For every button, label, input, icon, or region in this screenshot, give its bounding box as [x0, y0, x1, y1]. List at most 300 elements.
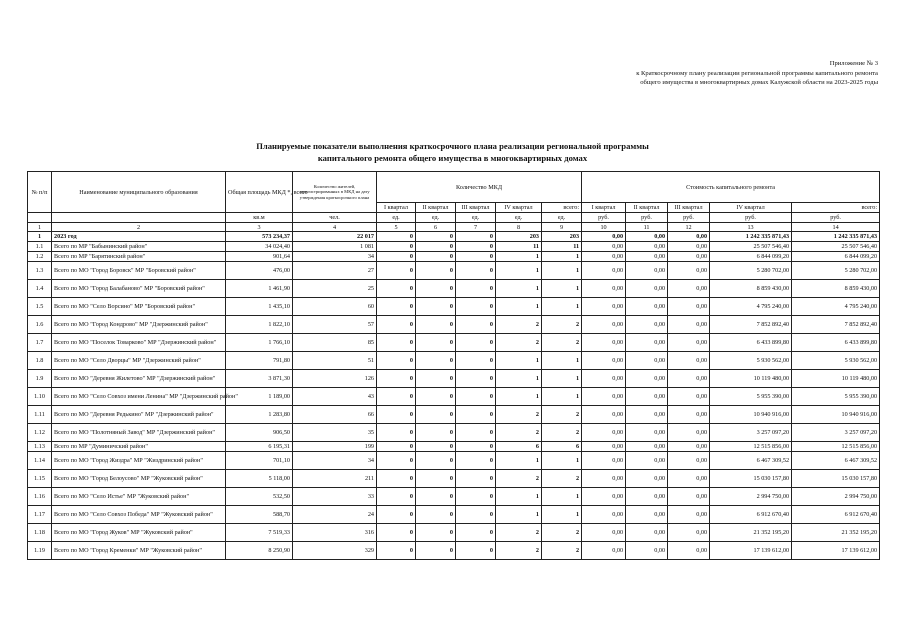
col-number: 5 — [377, 223, 416, 232]
row-cost-total: 3 257 097,20 — [792, 424, 880, 442]
row-cost-q2: 0,00 — [626, 262, 668, 280]
row-cost-total: 6 467 309,52 — [792, 452, 880, 470]
row-count-q1: 0 — [377, 298, 416, 316]
row-count-q3: 0 — [456, 406, 496, 424]
row-count-q4: 1 — [496, 452, 542, 470]
row-cost-q2: 0,00 — [626, 334, 668, 352]
row-count-q1: 0 — [377, 452, 416, 470]
row-count-q1: 0 — [377, 542, 416, 560]
header-cost-group: Стоимость капитального ремонта — [582, 172, 880, 203]
row-cost-total: 5 280 702,00 — [792, 262, 880, 280]
row-count-q2: 0 — [416, 252, 456, 262]
row-cost-total: 2 994 750,00 — [792, 488, 880, 506]
row-cost-q4: 10 119 480,00 — [710, 370, 792, 388]
row-cost-q4: 7 852 892,40 — [710, 316, 792, 334]
row-cost-q2: 0,00 — [626, 470, 668, 488]
header-count-total: всего: — [542, 203, 582, 213]
row-residents: 27 — [293, 262, 377, 280]
col-number: 6 — [416, 223, 456, 232]
row-cost-q3: 0,00 — [668, 370, 710, 388]
row-count-total: 2 — [542, 524, 582, 542]
row-count-q4: 2 — [496, 524, 542, 542]
unit-cost: руб. — [582, 213, 626, 223]
row-name: Всего по МО "Поселок Товарково" МР "Дзержинский район" — [52, 334, 226, 352]
row-cost-total: 5 930 562,00 — [792, 352, 880, 370]
row-count-q3: 0 — [456, 334, 496, 352]
header-cost-total: всего: — [792, 203, 880, 213]
row-cost-q3: 0,00 — [668, 470, 710, 488]
row-count-q2: 0 — [416, 424, 456, 442]
row-name: Всего по МР "Думиничский район" — [52, 442, 226, 452]
row-name: Всего по МО "Город Кременки" МР "Жуковский район" — [52, 542, 226, 560]
row-residents: 199 — [293, 442, 377, 452]
row-residents: 60 — [293, 298, 377, 316]
row-count-q1: 0 — [377, 242, 416, 252]
row-cost-q2: 0,00 — [626, 506, 668, 524]
row-cost-q2: 0,00 — [626, 298, 668, 316]
row-name: Всего по МО "Полотняный Завод" МР "Дзержинский район" — [52, 424, 226, 442]
row-count-q3: 0 — [456, 232, 496, 242]
header-name: Наименование муниципального образования — [52, 172, 226, 213]
header-num: № п/п — [28, 172, 52, 213]
row-area: 532,50 — [226, 488, 293, 506]
row-count-q2: 0 — [416, 470, 456, 488]
row-number: 1.2 — [28, 252, 52, 262]
table-row — [28, 262, 880, 280]
row-count-q4: 2 — [496, 424, 542, 442]
table-row — [28, 298, 880, 316]
row-residents: 25 — [293, 280, 377, 298]
header-area: Общая площадь МКД *, всего — [226, 172, 293, 213]
row-area: 1 461,90 — [226, 280, 293, 298]
row-count-q1: 0 — [377, 232, 416, 242]
table-row — [28, 542, 880, 560]
row-count-q4: 1 — [496, 370, 542, 388]
row-cost-q4: 2 994 750,00 — [710, 488, 792, 506]
row-cost-q2: 0,00 — [626, 488, 668, 506]
row-count-q3: 0 — [456, 352, 496, 370]
table-row — [28, 316, 880, 334]
row-cost-q4: 8 859 430,00 — [710, 280, 792, 298]
row-count-q4: 2 — [496, 316, 542, 334]
row-cost-q3: 0,00 — [668, 542, 710, 560]
row-number: 1.18 — [28, 524, 52, 542]
row-name: Всего по МО "Село Совхоз имени Ленина" МР "Дзержинский район" — [52, 388, 226, 406]
row-number: 1.13 — [28, 442, 52, 452]
row-residents: 126 — [293, 370, 377, 388]
row-count-q3: 0 — [456, 316, 496, 334]
row-cost-q4: 4 795 240,00 — [710, 298, 792, 316]
row-cost-q1: 0,00 — [582, 252, 626, 262]
row-number: 1.7 — [28, 334, 52, 352]
row-cost-total: 21 352 195,20 — [792, 524, 880, 542]
col-number: 14 — [792, 223, 880, 232]
col-number: 11 — [626, 223, 668, 232]
row-residents: 211 — [293, 470, 377, 488]
row-cost-q1: 0,00 — [582, 262, 626, 280]
row-count-q3: 0 — [456, 370, 496, 388]
row-cost-q4: 5 955 390,00 — [710, 388, 792, 406]
row-name: Всего по МО "Деревня Редькино" МР "Дзержинский район" — [52, 406, 226, 424]
appendix-line-3: общего имущества в многоквартирных домах Калужской области на 2023-2025 годы — [640, 79, 878, 87]
row-cost-q3: 0,00 — [668, 280, 710, 298]
row-number: 1.6 — [28, 316, 52, 334]
row-cost-q1: 0,00 — [582, 452, 626, 470]
row-count-q3: 0 — [456, 488, 496, 506]
table-row — [28, 370, 880, 388]
col-number: 8 — [496, 223, 542, 232]
row-residents: 316 — [293, 524, 377, 542]
row-area: 906,50 — [226, 424, 293, 442]
row-count-q2: 0 — [416, 232, 456, 242]
appendix-line-2: к Краткосрочному плану реализации региональной программы капитального ремонта — [636, 69, 878, 77]
row-count-total: 1 — [542, 262, 582, 280]
row-count-q2: 0 — [416, 506, 456, 524]
row-cost-q4: 5 280 702,00 — [710, 262, 792, 280]
row-name: Всего по МР "Барятинский район" — [52, 252, 226, 262]
row-count-q4: 2 — [496, 406, 542, 424]
row-cost-q4: 6 467 309,52 — [710, 452, 792, 470]
row-count-q3: 0 — [456, 452, 496, 470]
row-count-q1: 0 — [377, 252, 416, 262]
row-area: 476,00 — [226, 262, 293, 280]
col-number: 13 — [710, 223, 792, 232]
row-cost-q4: 17 139 612,00 — [710, 542, 792, 560]
row-cost-q4: 25 507 546,40 — [710, 242, 792, 252]
row-count-q1: 0 — [377, 352, 416, 370]
row-count-q4: 2 — [496, 542, 542, 560]
row-cost-total: 15 030 157,80 — [792, 470, 880, 488]
row-cost-q2: 0,00 — [626, 252, 668, 262]
row-residents: 57 — [293, 316, 377, 334]
row-count-q2: 0 — [416, 524, 456, 542]
row-count-q2: 0 — [416, 280, 456, 298]
row-cost-q1: 0,00 — [582, 506, 626, 524]
row-count-q2: 0 — [416, 452, 456, 470]
col-number: 12 — [668, 223, 710, 232]
row-residents: 66 — [293, 406, 377, 424]
row-residents: 43 — [293, 388, 377, 406]
row-cost-q1: 0,00 — [582, 242, 626, 252]
row-count-q2: 0 — [416, 388, 456, 406]
row-count-total: 1 — [542, 452, 582, 470]
row-cost-q1: 0,00 — [582, 298, 626, 316]
row-cost-q2: 0,00 — [626, 452, 668, 470]
unit-count: ед. — [416, 213, 456, 223]
row-count-q1: 0 — [377, 424, 416, 442]
row-cost-q3: 0,00 — [668, 452, 710, 470]
row-count-q3: 0 — [456, 242, 496, 252]
row-area: 701,10 — [226, 452, 293, 470]
row-count-q2: 0 — [416, 370, 456, 388]
row-count-q1: 0 — [377, 280, 416, 298]
row-cost-q1: 0,00 — [582, 406, 626, 424]
row-count-q1: 0 — [377, 524, 416, 542]
row-cost-q3: 0,00 — [668, 262, 710, 280]
row-cost-q3: 0,00 — [668, 406, 710, 424]
row-residents: 33 — [293, 488, 377, 506]
row-count-q4: 1 — [496, 280, 542, 298]
header-cost-q3: III квартал — [668, 203, 710, 213]
row-cost-q1: 0,00 — [582, 232, 626, 242]
units-row — [28, 213, 880, 223]
row-cost-q1: 0,00 — [582, 316, 626, 334]
row-count-q2: 0 — [416, 406, 456, 424]
row-number: 1.4 — [28, 280, 52, 298]
row-count-q2: 0 — [416, 352, 456, 370]
header-count-q1: I квартал — [377, 203, 416, 213]
row-count-total: 1 — [542, 252, 582, 262]
row-count-total: 2 — [542, 542, 582, 560]
row-area: 6 195,31 — [226, 442, 293, 452]
row-area: 8 250,90 — [226, 542, 293, 560]
unit-empty-2 — [52, 213, 226, 223]
row-cost-q2: 0,00 — [626, 524, 668, 542]
row-count-total: 203 — [542, 232, 582, 242]
appendix-number: Приложение № 3 — [829, 60, 878, 67]
row-count-q3: 0 — [456, 470, 496, 488]
unit-cost: руб. — [668, 213, 710, 223]
row-area: 588,70 — [226, 506, 293, 524]
row-cost-q3: 0,00 — [668, 298, 710, 316]
row-cost-q2: 0,00 — [626, 542, 668, 560]
table-row — [28, 334, 880, 352]
row-name: Всего по МО "Село Совхоз Победа" МР "Жуковский район" — [52, 506, 226, 524]
table-row — [28, 280, 880, 298]
row-residents: 34 — [293, 252, 377, 262]
row-area: 7 519,33 — [226, 524, 293, 542]
appendix-note — [438, 59, 878, 88]
row-count-total: 1 — [542, 388, 582, 406]
row-cost-q3: 0,00 — [668, 506, 710, 524]
row-count-q2: 0 — [416, 488, 456, 506]
row-count-q2: 0 — [416, 242, 456, 252]
row-cost-q4: 10 940 916,00 — [710, 406, 792, 424]
header-cost-q4: IV квартал — [710, 203, 792, 213]
row-area: 1 189,00 — [226, 388, 293, 406]
row-number: 1 — [28, 232, 52, 242]
table-row — [28, 442, 880, 452]
row-number: 1.10 — [28, 388, 52, 406]
row-count-total: 2 — [542, 470, 582, 488]
title-line-2: капитального ремонта общего имущества в многоквартирных домах — [317, 153, 588, 163]
row-number: 1.3 — [28, 262, 52, 280]
table-body — [28, 232, 880, 560]
row-cost-q1: 0,00 — [582, 280, 626, 298]
row-cost-q4: 5 930 562,00 — [710, 352, 792, 370]
row-name: Всего по МО "Город Балабаново" МР "Боровский район" — [52, 280, 226, 298]
col-number: 3 — [226, 223, 293, 232]
row-number: 1.14 — [28, 452, 52, 470]
row-area: 5 118,00 — [226, 470, 293, 488]
row-residents: 34 — [293, 452, 377, 470]
row-count-q3: 0 — [456, 388, 496, 406]
row-number: 1.19 — [28, 542, 52, 560]
row-count-q4: 1 — [496, 488, 542, 506]
row-cost-q3: 0,00 — [668, 352, 710, 370]
row-count-q1: 0 — [377, 262, 416, 280]
header-residents: Количество жителей, зарегистрированных в МКД на дату утверждения краткосрочного плана — [293, 172, 377, 213]
row-name: Всего по МО "Село Ворсино" МР "Боровский район" — [52, 298, 226, 316]
row-residents: 1 081 — [293, 242, 377, 252]
row-cost-q1: 0,00 — [582, 334, 626, 352]
row-cost-q1: 0,00 — [582, 542, 626, 560]
header-row-main — [28, 172, 880, 203]
unit-cost: руб. — [710, 213, 792, 223]
row-count-q3: 0 — [456, 280, 496, 298]
row-count-total: 2 — [542, 424, 582, 442]
table-row — [28, 488, 880, 506]
row-count-total: 1 — [542, 280, 582, 298]
row-cost-q3: 0,00 — [668, 442, 710, 452]
row-cost-total: 25 507 546,40 — [792, 242, 880, 252]
document-title — [110, 140, 795, 164]
table-row — [28, 252, 880, 262]
row-cost-q3: 0,00 — [668, 242, 710, 252]
unit-count: ед. — [377, 213, 416, 223]
col-number: 1 — [28, 223, 52, 232]
row-cost-q3: 0,00 — [668, 488, 710, 506]
row-cost-q1: 0,00 — [582, 388, 626, 406]
row-area: 34 024,40 — [226, 242, 293, 252]
row-area: 3 871,30 — [226, 370, 293, 388]
row-cost-q3: 0,00 — [668, 334, 710, 352]
row-cost-q4: 15 030 157,80 — [710, 470, 792, 488]
row-count-q4: 1 — [496, 252, 542, 262]
row-cost-q2: 0,00 — [626, 352, 668, 370]
unit-residents: чел. — [293, 213, 377, 223]
row-count-q2: 0 — [416, 262, 456, 280]
unit-empty-1 — [28, 213, 52, 223]
row-cost-total: 1 242 335 871,43 — [792, 232, 880, 242]
row-cost-q4: 1 242 335 871,43 — [710, 232, 792, 242]
row-cost-q2: 0,00 — [626, 442, 668, 452]
row-area: 901,64 — [226, 252, 293, 262]
row-cost-q4: 21 352 195,20 — [710, 524, 792, 542]
row-name: Всего по МО "Город Жуков" МР "Жуковский район" — [52, 524, 226, 542]
row-count-q3: 0 — [456, 542, 496, 560]
unit-area: кв.м — [226, 213, 293, 223]
row-name: Всего по МО "Село Истье" МР "Жуковский район" — [52, 488, 226, 506]
indicators-table — [27, 171, 880, 560]
row-number: 1.17 — [28, 506, 52, 524]
header-count-group: Количество МКД — [377, 172, 582, 203]
row-cost-total: 8 859 430,00 — [792, 280, 880, 298]
row-cost-total: 6 433 899,80 — [792, 334, 880, 352]
table-row — [28, 424, 880, 442]
row-count-q4: 1 — [496, 352, 542, 370]
row-area: 1 283,80 — [226, 406, 293, 424]
row-cost-q2: 0,00 — [626, 370, 668, 388]
row-number: 1.12 — [28, 424, 52, 442]
table-row — [28, 406, 880, 424]
row-cost-q3: 0,00 — [668, 524, 710, 542]
row-cost-total: 7 852 892,40 — [792, 316, 880, 334]
row-cost-q4: 6 844 099,20 — [710, 252, 792, 262]
row-count-q1: 0 — [377, 370, 416, 388]
row-residents: 85 — [293, 334, 377, 352]
row-count-q3: 0 — [456, 252, 496, 262]
row-cost-total: 10 119 480,00 — [792, 370, 880, 388]
row-residents: 22 017 — [293, 232, 377, 242]
row-area: 573 234,37 — [226, 232, 293, 242]
row-count-q3: 0 — [456, 424, 496, 442]
table-row — [28, 506, 880, 524]
row-count-q4: 11 — [496, 242, 542, 252]
row-count-q1: 0 — [377, 470, 416, 488]
row-residents: 35 — [293, 424, 377, 442]
table-row — [28, 388, 880, 406]
row-count-q2: 0 — [416, 542, 456, 560]
row-number: 1.8 — [28, 352, 52, 370]
row-count-q3: 0 — [456, 506, 496, 524]
row-count-total: 1 — [542, 370, 582, 388]
table-row — [28, 470, 880, 488]
row-count-total: 2 — [542, 406, 582, 424]
row-count-q1: 0 — [377, 442, 416, 452]
row-cost-q4: 12 515 856,00 — [710, 442, 792, 452]
row-cost-q2: 0,00 — [626, 316, 668, 334]
row-count-q1: 0 — [377, 388, 416, 406]
row-area: 1 822,10 — [226, 316, 293, 334]
row-cost-q3: 0,00 — [668, 388, 710, 406]
row-cost-q1: 0,00 — [582, 524, 626, 542]
row-count-q4: 1 — [496, 262, 542, 280]
col-number: 9 — [542, 223, 582, 232]
row-cost-q2: 0,00 — [626, 242, 668, 252]
table-row — [28, 242, 880, 252]
row-name: Всего по МО "Город Кондрово" МР "Дзержинский район" — [52, 316, 226, 334]
row-name: Всего по МО "Город Боровск" МР "Боровский район" — [52, 262, 226, 280]
header-count-q4: IV квартал — [496, 203, 542, 213]
row-cost-total: 12 515 856,00 — [792, 442, 880, 452]
row-count-q3: 0 — [456, 298, 496, 316]
row-count-q1: 0 — [377, 334, 416, 352]
row-count-q3: 0 — [456, 524, 496, 542]
row-count-total: 1 — [542, 352, 582, 370]
unit-count: ед. — [542, 213, 582, 223]
row-count-total: 6 — [542, 442, 582, 452]
column-numbers-row — [28, 223, 880, 232]
row-number: 1.16 — [28, 488, 52, 506]
row-count-q4: 1 — [496, 298, 542, 316]
row-count-q2: 0 — [416, 334, 456, 352]
row-count-q2: 0 — [416, 316, 456, 334]
header-cost-q1: I квартал — [582, 203, 626, 213]
row-cost-total: 4 795 240,00 — [792, 298, 880, 316]
unit-cost: руб. — [626, 213, 668, 223]
row-cost-q4: 6 433 899,80 — [710, 334, 792, 352]
row-count-total: 2 — [542, 334, 582, 352]
row-residents: 329 — [293, 542, 377, 560]
title-line-1: Планируемые показатели выполнения краткосрочного плана реализации региональной программы — [256, 141, 649, 151]
row-name: Всего по МР "Бабынинский район" — [52, 242, 226, 252]
row-cost-q3: 0,00 — [668, 316, 710, 334]
row-area: 1 766,10 — [226, 334, 293, 352]
row-count-q4: 1 — [496, 506, 542, 524]
row-cost-q4: 6 912 670,40 — [710, 506, 792, 524]
table-row — [28, 452, 880, 470]
row-number: 1.1 — [28, 242, 52, 252]
row-count-total: 11 — [542, 242, 582, 252]
header-count-q2: II квартал — [416, 203, 456, 213]
row-count-q1: 0 — [377, 406, 416, 424]
row-count-q1: 0 — [377, 506, 416, 524]
unit-cost: руб. — [792, 213, 880, 223]
row-count-total: 2 — [542, 316, 582, 334]
row-name: Всего по МО "Село Дворцы" МР "Дзержинский район" — [52, 352, 226, 370]
row-count-q4: 6 — [496, 442, 542, 452]
